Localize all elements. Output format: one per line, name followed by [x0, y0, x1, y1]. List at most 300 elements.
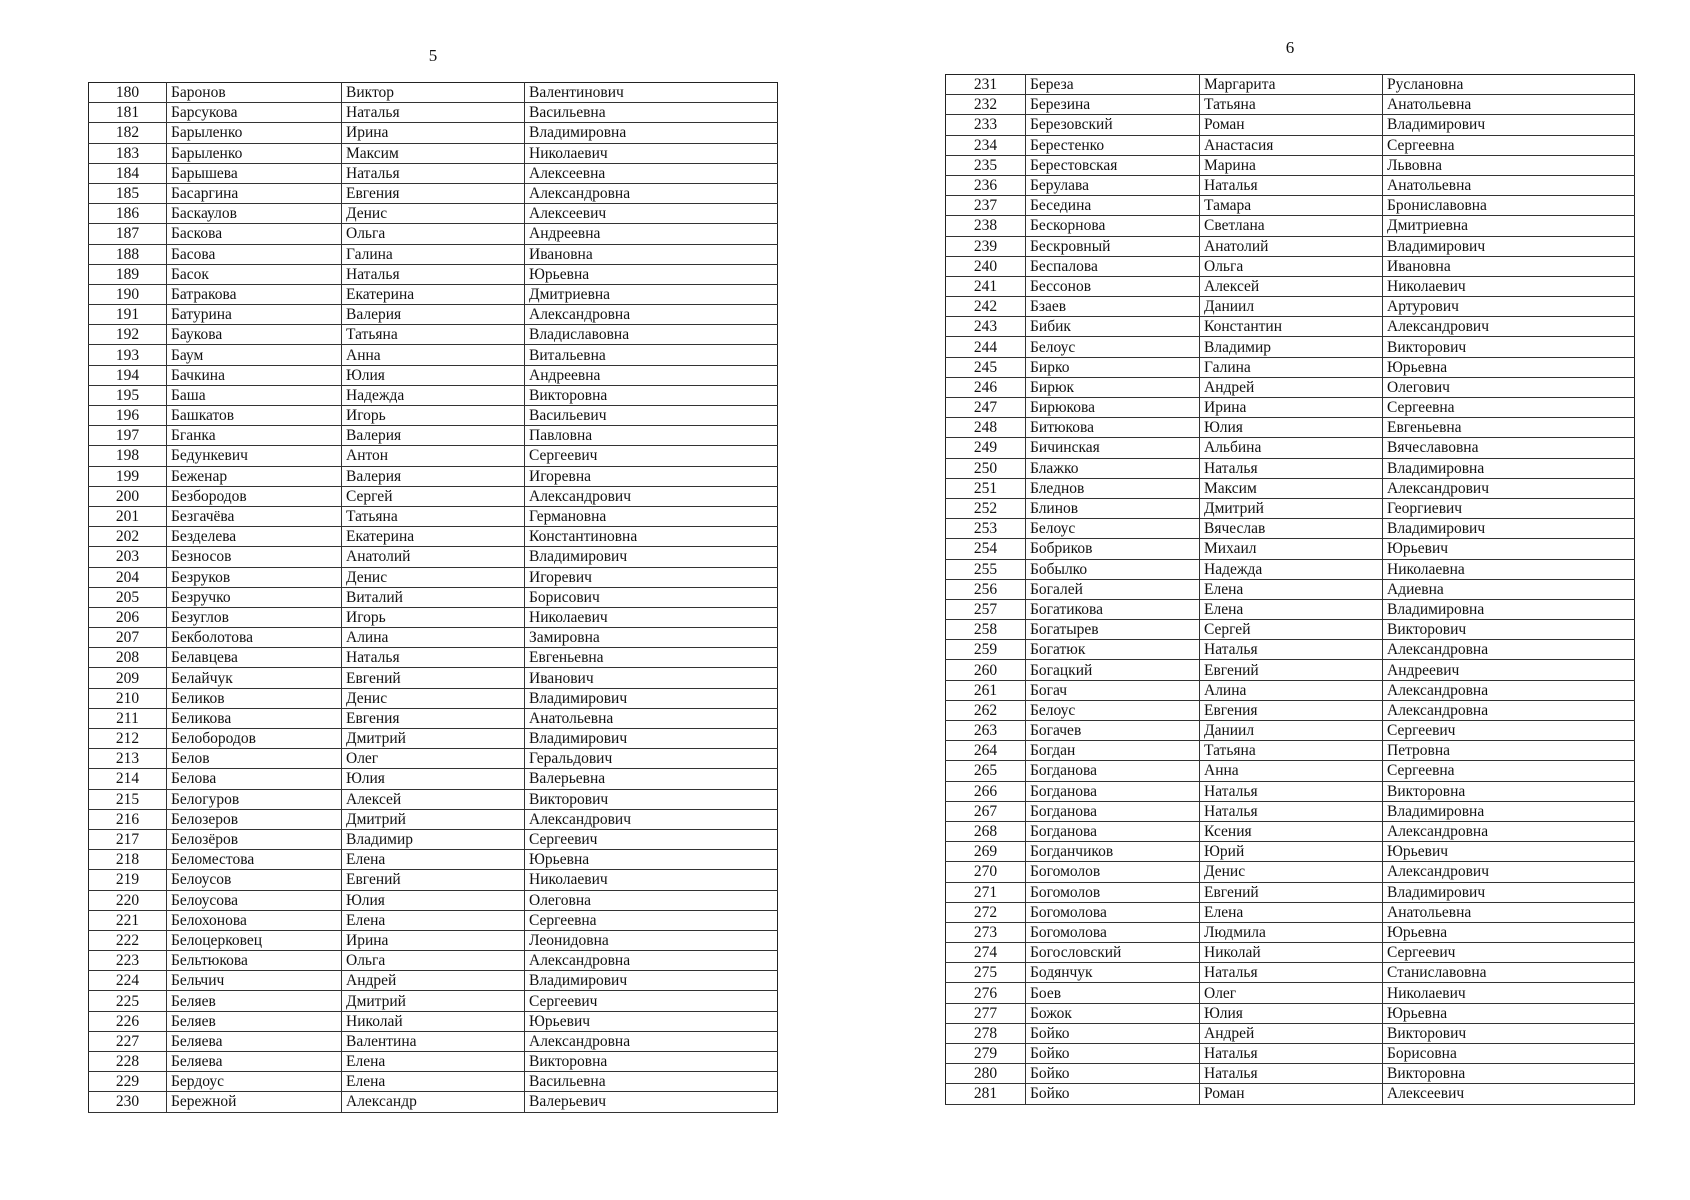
- surname-cell: Басок: [167, 264, 342, 284]
- table-row: [946, 498, 1635, 518]
- surname-cell: Белоусов: [167, 870, 342, 890]
- surname-cell: Битюкова: [1026, 418, 1200, 438]
- patronymic-cell: Игоревна: [525, 466, 778, 486]
- patronymic-cell: Замировна: [525, 628, 778, 648]
- table-row: [89, 183, 778, 203]
- table-row: [946, 317, 1635, 337]
- surname-cell: Бзаев: [1026, 297, 1200, 317]
- table-row: [89, 224, 778, 244]
- surname-cell: Батурина: [167, 305, 342, 325]
- patronymic-cell: Викторович: [1383, 1023, 1635, 1043]
- patronymic-cell: Владимирович: [1383, 882, 1635, 902]
- patronymic-cell: Юрьевич: [1383, 842, 1635, 862]
- patronymic-cell: Борисович: [525, 587, 778, 607]
- row-number-cell: 198: [89, 446, 167, 466]
- row-number-cell: 220: [89, 890, 167, 910]
- table-row: [946, 478, 1635, 498]
- first-name-cell: Анастасия: [1200, 135, 1383, 155]
- first-name-cell: Ксения: [1200, 821, 1383, 841]
- surname-cell: Басаргина: [167, 183, 342, 203]
- patronymic-cell: Петровна: [1383, 741, 1635, 761]
- surname-cell: Богомолова: [1026, 902, 1200, 922]
- surname-cell: Беляев: [167, 991, 342, 1011]
- surname-cell: Бобриков: [1026, 539, 1200, 559]
- first-name-cell: Дмитрий: [342, 991, 525, 1011]
- first-name-cell: Сергей: [342, 486, 525, 506]
- table-row: [946, 236, 1635, 256]
- patronymic-cell: Николаевич: [1383, 276, 1635, 296]
- first-name-cell: Наталья: [342, 163, 525, 183]
- surname-cell: Беспалова: [1026, 256, 1200, 276]
- patronymic-cell: Викторовна: [1383, 781, 1635, 801]
- table-row: [89, 668, 778, 688]
- row-number-cell: 218: [89, 850, 167, 870]
- first-name-cell: Наталья: [1200, 458, 1383, 478]
- patronymic-cell: Анатольевна: [525, 708, 778, 728]
- row-number-cell: 241: [946, 276, 1026, 296]
- patronymic-cell: Сергеевич: [525, 446, 778, 466]
- row-number-cell: 274: [946, 943, 1026, 963]
- table-row: [89, 749, 778, 769]
- row-number-cell: 231: [946, 75, 1026, 95]
- row-number-cell: 270: [946, 862, 1026, 882]
- row-number-cell: 187: [89, 224, 167, 244]
- row-number-cell: 208: [89, 648, 167, 668]
- page-number: 6: [1285, 38, 1295, 57]
- first-name-cell: Юлия: [1200, 418, 1383, 438]
- table-row: [946, 398, 1635, 418]
- patronymic-cell: Викторовна: [525, 385, 778, 405]
- row-number-cell: 240: [946, 256, 1026, 276]
- surname-cell: Божок: [1026, 1003, 1200, 1023]
- patronymic-cell: Германовна: [525, 506, 778, 526]
- first-name-cell: Вячеслав: [1200, 519, 1383, 539]
- row-number-cell: 232: [946, 95, 1026, 115]
- surname-cell: Бирюк: [1026, 377, 1200, 397]
- table-row: [89, 527, 778, 547]
- table-row: [89, 325, 778, 345]
- row-number-cell: 182: [89, 123, 167, 143]
- patronymic-cell: Дмитриевна: [525, 284, 778, 304]
- patronymic-cell: Олеговна: [525, 890, 778, 910]
- surname-cell: Богатикова: [1026, 599, 1200, 619]
- table-row: [946, 216, 1635, 236]
- table-row: [946, 882, 1635, 902]
- row-number-cell: 250: [946, 458, 1026, 478]
- table-row: [946, 700, 1635, 720]
- patronymic-cell: Сергеевна: [525, 910, 778, 930]
- surname-cell: Беляева: [167, 1052, 342, 1072]
- surname-cell: Басова: [167, 244, 342, 264]
- table-row: [946, 1084, 1635, 1104]
- first-name-cell: Елена: [1200, 579, 1383, 599]
- surname-cell: Беломестова: [167, 850, 342, 870]
- first-name-cell: Надежда: [1200, 559, 1383, 579]
- patronymic-cell: Алексеевич: [1383, 1084, 1635, 1104]
- first-name-cell: Максим: [1200, 478, 1383, 498]
- table-row: [946, 539, 1635, 559]
- table-row: [89, 648, 778, 668]
- row-number-cell: 180: [89, 83, 167, 103]
- row-number-cell: 239: [946, 236, 1026, 256]
- surname-cell: Бедункевич: [167, 446, 342, 466]
- table-row: [946, 95, 1635, 115]
- first-name-cell: Алина: [342, 628, 525, 648]
- surname-cell: Богомолов: [1026, 862, 1200, 882]
- surname-cell: Березина: [1026, 95, 1200, 115]
- table-row: [946, 761, 1635, 781]
- first-name-cell: Юлия: [342, 769, 525, 789]
- surname-cell: Беляев: [167, 1011, 342, 1031]
- patronymic-cell: Васильевич: [525, 406, 778, 426]
- first-name-cell: Евгения: [342, 708, 525, 728]
- patronymic-cell: Александровна: [1383, 821, 1635, 841]
- patronymic-cell: Адиевна: [1383, 579, 1635, 599]
- first-name-cell: Евгений: [342, 870, 525, 890]
- table-row: [89, 587, 778, 607]
- first-name-cell: Роман: [1200, 1084, 1383, 1104]
- first-name-cell: Олег: [1200, 983, 1383, 1003]
- patronymic-cell: Юрьевич: [1383, 539, 1635, 559]
- first-name-cell: Ольга: [342, 224, 525, 244]
- surname-cell: Беляева: [167, 1031, 342, 1051]
- surname-cell: Барыленко: [167, 123, 342, 143]
- surname-cell: Богомолов: [1026, 882, 1200, 902]
- table-row: [89, 607, 778, 627]
- row-number-cell: 193: [89, 345, 167, 365]
- surname-cell: Бойко: [1026, 1064, 1200, 1084]
- patronymic-cell: Ивановна: [1383, 256, 1635, 276]
- row-number-cell: 256: [946, 579, 1026, 599]
- table-row: [946, 983, 1635, 1003]
- row-number-cell: 242: [946, 297, 1026, 317]
- first-name-cell: Юлия: [1200, 1003, 1383, 1023]
- patronymic-cell: Витальевна: [525, 345, 778, 365]
- row-number-cell: 234: [946, 135, 1026, 155]
- row-number-cell: 265: [946, 761, 1026, 781]
- table-row: [946, 1044, 1635, 1064]
- first-name-cell: Ольга: [342, 951, 525, 971]
- patronymic-cell: Владимирович: [1383, 236, 1635, 256]
- patronymic-cell: Александровна: [1383, 700, 1635, 720]
- surname-cell: Бобылко: [1026, 559, 1200, 579]
- first-name-cell: Елена: [1200, 902, 1383, 922]
- row-number-cell: 230: [89, 1092, 167, 1112]
- patronymic-cell: Николаевна: [1383, 559, 1635, 579]
- surname-cell: Бледнов: [1026, 478, 1200, 498]
- first-name-cell: Ирина: [1200, 398, 1383, 418]
- row-number-cell: 272: [946, 902, 1026, 922]
- row-number-cell: 189: [89, 264, 167, 284]
- patronymic-cell: Анатольевна: [1383, 175, 1635, 195]
- surname-cell: Бессонов: [1026, 276, 1200, 296]
- surname-cell: Бодянчук: [1026, 963, 1200, 983]
- table-row: [946, 862, 1635, 882]
- patronymic-cell: Сергеевич: [525, 829, 778, 849]
- surname-cell: Бичинская: [1026, 438, 1200, 458]
- row-number-cell: 215: [89, 789, 167, 809]
- patronymic-cell: Владимировна: [1383, 599, 1635, 619]
- table-row: [946, 943, 1635, 963]
- row-number-cell: 212: [89, 729, 167, 749]
- row-number-cell: 260: [946, 660, 1026, 680]
- first-name-cell: Светлана: [1200, 216, 1383, 236]
- surname-cell: Бирюкова: [1026, 398, 1200, 418]
- surname-cell: Богданова: [1026, 781, 1200, 801]
- table-row: [89, 506, 778, 526]
- first-name-cell: Юлия: [342, 365, 525, 385]
- first-name-cell: Наталья: [342, 103, 525, 123]
- surname-cell: Богданова: [1026, 801, 1200, 821]
- row-number-cell: 183: [89, 143, 167, 163]
- patronymic-cell: Николаевич: [1383, 983, 1635, 1003]
- table-row: [946, 821, 1635, 841]
- row-number-cell: 213: [89, 749, 167, 769]
- row-number-cell: 251: [946, 478, 1026, 498]
- row-number-cell: 217: [89, 829, 167, 849]
- surname-cell: Безносов: [167, 547, 342, 567]
- surname-cell: Безделева: [167, 527, 342, 547]
- table-row: [946, 902, 1635, 922]
- first-name-cell: Дмитрий: [342, 809, 525, 829]
- table-row: [946, 458, 1635, 478]
- first-name-cell: Валентина: [342, 1031, 525, 1051]
- first-name-cell: Алексей: [1200, 276, 1383, 296]
- first-name-cell: Владимир: [342, 829, 525, 849]
- surname-cell: Блинов: [1026, 498, 1200, 518]
- row-number-cell: 190: [89, 284, 167, 304]
- table-row: [89, 406, 778, 426]
- patronymic-cell: Львовна: [1383, 155, 1635, 175]
- table-row: [89, 809, 778, 829]
- first-name-cell: Ирина: [342, 123, 525, 143]
- patronymic-cell: Владимирович: [525, 547, 778, 567]
- first-name-cell: Денис: [342, 688, 525, 708]
- surname-cell: Бескорнова: [1026, 216, 1200, 236]
- patronymic-cell: Юрьевич: [525, 1011, 778, 1031]
- table-row: [946, 1064, 1635, 1084]
- surname-cell: Бибик: [1026, 317, 1200, 337]
- row-number-cell: 267: [946, 801, 1026, 821]
- row-number-cell: 184: [89, 163, 167, 183]
- table-row: [89, 1072, 778, 1092]
- patronymic-cell: Юрьевна: [1383, 357, 1635, 377]
- table-row: [89, 83, 778, 103]
- table-row: [89, 789, 778, 809]
- table-row: [89, 305, 778, 325]
- first-name-cell: Алексей: [342, 789, 525, 809]
- page-number: 5: [428, 46, 438, 65]
- row-number-cell: 194: [89, 365, 167, 385]
- row-number-cell: 199: [89, 466, 167, 486]
- row-number-cell: 201: [89, 506, 167, 526]
- first-name-cell: Маргарита: [1200, 75, 1383, 95]
- patronymic-cell: Юрьевна: [525, 264, 778, 284]
- patronymic-cell: Викторович: [1383, 337, 1635, 357]
- table-row: [946, 1023, 1635, 1043]
- row-number-cell: 228: [89, 1052, 167, 1072]
- patronymic-cell: Валентинович: [525, 83, 778, 103]
- surname-cell: Белозёров: [167, 829, 342, 849]
- table-row: [946, 680, 1635, 700]
- table-row: [89, 930, 778, 950]
- first-name-cell: Денис: [342, 204, 525, 224]
- roster-table: [945, 74, 1635, 1105]
- row-number-cell: 226: [89, 1011, 167, 1031]
- patronymic-cell: Александровна: [1383, 640, 1635, 660]
- first-name-cell: Марина: [1200, 155, 1383, 175]
- patronymic-cell: Евгеньевна: [1383, 418, 1635, 438]
- table-row: [89, 769, 778, 789]
- first-name-cell: Тамара: [1200, 196, 1383, 216]
- patronymic-cell: Владимирович: [1383, 519, 1635, 539]
- first-name-cell: Татьяна: [342, 325, 525, 345]
- surname-cell: Бельтюкова: [167, 951, 342, 971]
- patronymic-cell: Владимировна: [1383, 458, 1635, 478]
- table-row: [89, 829, 778, 849]
- surname-cell: Бирко: [1026, 357, 1200, 377]
- patronymic-cell: Алексеевна: [525, 163, 778, 183]
- first-name-cell: Наталья: [1200, 640, 1383, 660]
- row-number-cell: 253: [946, 519, 1026, 539]
- patronymic-cell: Владимирович: [525, 729, 778, 749]
- patronymic-cell: Андреевна: [525, 365, 778, 385]
- surname-cell: Бережной: [167, 1092, 342, 1112]
- table-row: [89, 1052, 778, 1072]
- patronymic-cell: Викторовна: [1383, 1064, 1635, 1084]
- surname-cell: Богданова: [1026, 821, 1200, 841]
- surname-cell: Беседина: [1026, 196, 1200, 216]
- row-number-cell: 237: [946, 196, 1026, 216]
- row-number-cell: 236: [946, 175, 1026, 195]
- surname-cell: Беликов: [167, 688, 342, 708]
- patronymic-cell: Евгеньевна: [525, 648, 778, 668]
- surname-cell: Богданчиков: [1026, 842, 1200, 862]
- patronymic-cell: Николаевич: [525, 870, 778, 890]
- table-row: [89, 1031, 778, 1051]
- patronymic-cell: Константиновна: [525, 527, 778, 547]
- table-row: [89, 426, 778, 446]
- surname-cell: Безбородов: [167, 486, 342, 506]
- patronymic-cell: Васильевна: [525, 1072, 778, 1092]
- row-number-cell: 222: [89, 930, 167, 950]
- patronymic-cell: Александровна: [1383, 680, 1635, 700]
- first-name-cell: Евгений: [342, 668, 525, 688]
- surname-cell: Белоусова: [167, 890, 342, 910]
- table-row: [946, 781, 1635, 801]
- table-row: [89, 466, 778, 486]
- surname-cell: Берестовская: [1026, 155, 1200, 175]
- table-row: [946, 438, 1635, 458]
- row-number-cell: 279: [946, 1044, 1026, 1064]
- table-row: [946, 801, 1635, 821]
- first-name-cell: Дмитрий: [1200, 498, 1383, 518]
- patronymic-cell: Сергеевна: [1383, 135, 1635, 155]
- patronymic-cell: Андреевич: [1383, 660, 1635, 680]
- patronymic-cell: Юрьевна: [525, 850, 778, 870]
- surname-cell: Белайчук: [167, 668, 342, 688]
- row-number-cell: 263: [946, 721, 1026, 741]
- surname-cell: Баум: [167, 345, 342, 365]
- table-row: [89, 385, 778, 405]
- surname-cell: Белоус: [1026, 700, 1200, 720]
- table-row: [89, 1011, 778, 1031]
- row-number-cell: 264: [946, 741, 1026, 761]
- surname-cell: Белобородов: [167, 729, 342, 749]
- surname-cell: Богомолова: [1026, 922, 1200, 942]
- row-number-cell: 259: [946, 640, 1026, 660]
- surname-cell: Боев: [1026, 983, 1200, 1003]
- surname-cell: Богданова: [1026, 761, 1200, 781]
- patronymic-cell: Александрович: [525, 809, 778, 829]
- row-number-cell: 276: [946, 983, 1026, 1003]
- surname-cell: Богачев: [1026, 721, 1200, 741]
- table-row: [946, 922, 1635, 942]
- patronymic-cell: Сергеевна: [1383, 761, 1635, 781]
- surname-cell: Богословский: [1026, 943, 1200, 963]
- surname-cell: Беликова: [167, 708, 342, 728]
- table-row: [946, 559, 1635, 579]
- first-name-cell: Анатолий: [1200, 236, 1383, 256]
- surname-cell: Белавцева: [167, 648, 342, 668]
- patronymic-cell: Дмитриевна: [1383, 216, 1635, 236]
- table-row: [946, 579, 1635, 599]
- row-number-cell: 206: [89, 607, 167, 627]
- document-page-6: [945, 34, 1635, 1105]
- patronymic-cell: Викторовна: [525, 1052, 778, 1072]
- patronymic-cell: Николаевич: [525, 143, 778, 163]
- first-name-cell: Антон: [342, 446, 525, 466]
- table-row: [89, 123, 778, 143]
- surname-cell: Барсукова: [167, 103, 342, 123]
- patronymic-cell: Геральдович: [525, 749, 778, 769]
- first-name-cell: Александр: [342, 1092, 525, 1112]
- surname-cell: Богалей: [1026, 579, 1200, 599]
- surname-cell: Богач: [1026, 680, 1200, 700]
- row-number-cell: 238: [946, 216, 1026, 236]
- patronymic-cell: Артурович: [1383, 297, 1635, 317]
- first-name-cell: Екатерина: [342, 284, 525, 304]
- table-row: [89, 567, 778, 587]
- first-name-cell: Галина: [342, 244, 525, 264]
- first-name-cell: Валерия: [342, 466, 525, 486]
- patronymic-cell: Васильевна: [525, 103, 778, 123]
- patronymic-cell: Валерьевич: [525, 1092, 778, 1112]
- surname-cell: Береза: [1026, 75, 1200, 95]
- row-number-cell: 262: [946, 700, 1026, 720]
- document-page-5: [88, 42, 778, 1113]
- surname-cell: Белоцерковец: [167, 930, 342, 950]
- row-number-cell: 211: [89, 708, 167, 728]
- table-row: [946, 640, 1635, 660]
- surname-cell: Башкатов: [167, 406, 342, 426]
- surname-cell: Бачкина: [167, 365, 342, 385]
- patronymic-cell: Андреевна: [525, 224, 778, 244]
- first-name-cell: Евгений: [1200, 882, 1383, 902]
- table-row: [946, 418, 1635, 438]
- row-number-cell: 243: [946, 317, 1026, 337]
- first-name-cell: Николай: [1200, 943, 1383, 963]
- row-number-cell: 203: [89, 547, 167, 567]
- table-row: [946, 1003, 1635, 1023]
- table-row: [946, 155, 1635, 175]
- table-row: [89, 850, 778, 870]
- patronymic-cell: Владимировна: [1383, 801, 1635, 821]
- table-row: [89, 628, 778, 648]
- table-row: [89, 244, 778, 264]
- surname-cell: Белохонова: [167, 910, 342, 930]
- first-name-cell: Роман: [1200, 115, 1383, 135]
